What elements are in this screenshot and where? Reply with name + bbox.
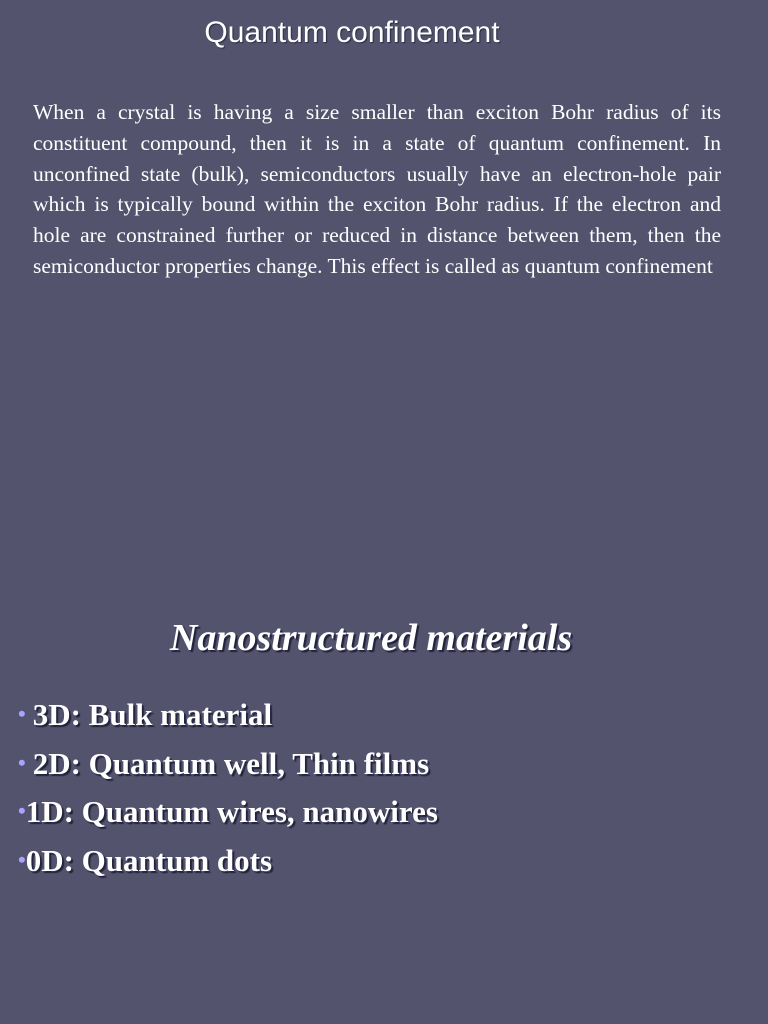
body-paragraph: When a crystal is having a size smaller than exciton Bohr radius of its constituent compound, then it is in a state of quantum confinement. In unconfined state (bulk), semiconductors usually have an electron-hole pair which is typically bound within the exciton Bohr radius. If the electron and hole are constrained further or reduced in distance between them, then the semiconductor properties change. This effect is called as quantum confinement: [33, 100, 721, 278]
bullet-list: [18, 692, 438, 886]
slide-heading: Nanostructured materials: [169, 617, 573, 659]
bullet-item-1d: [18, 789, 438, 838]
bullet-text: 0D: Quantum dots: [25, 842, 273, 878]
bullet-text: 3D: Bulk material: [32, 697, 273, 732]
bullet-text: 1D: Quantum wires, nanowires: [25, 794, 438, 829]
bullet-item-3d: [18, 692, 438, 741]
bullet-item-2d: [18, 741, 438, 790]
bullet-icon: •: [18, 701, 26, 726]
bullet-icon: •: [18, 749, 26, 775]
bullet-icon: •: [18, 798, 26, 823]
bullet-item-0d: [18, 838, 438, 887]
bullet-icon: •: [18, 846, 26, 872]
bullet-text: 2D: Quantum well, Thin films: [32, 745, 430, 781]
slide-nanostructured-materials: [0, 512, 768, 1024]
slide-title: Quantum confinement: [204, 16, 500, 49]
